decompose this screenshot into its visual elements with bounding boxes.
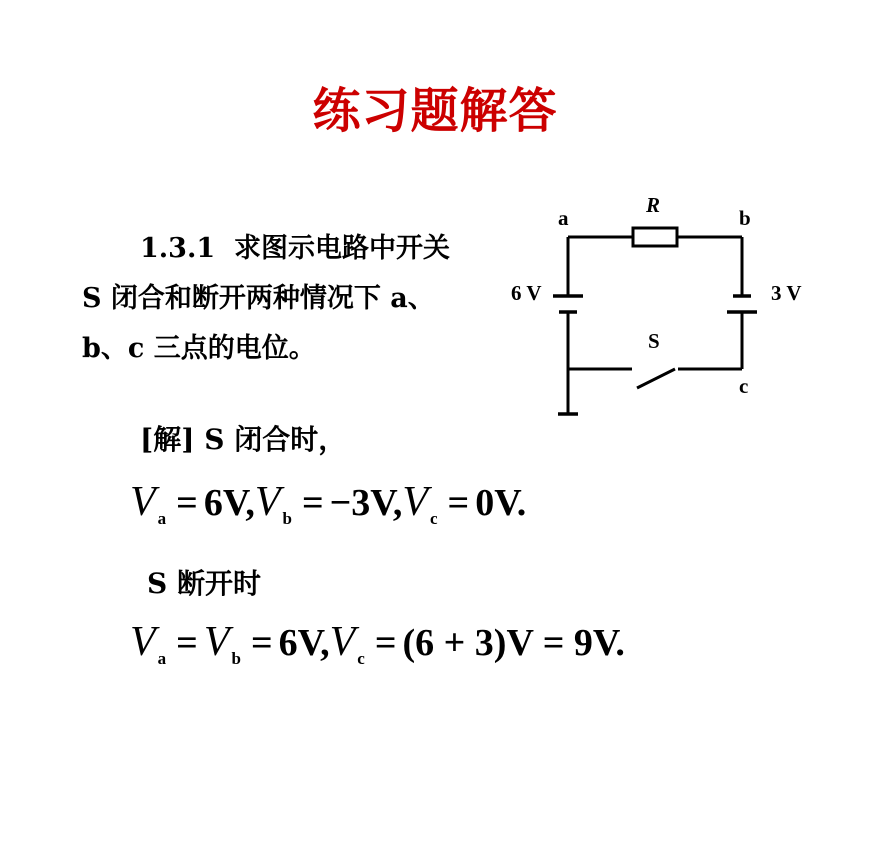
problem-line-1-text: 求图示电路中开关	[233, 233, 450, 264]
source-3v-label: 3 V	[771, 281, 802, 305]
va-closed-value: 6V,	[203, 482, 255, 524]
equation-switch-closed	[130, 478, 526, 529]
vc-open-value: (6 + 3)V = 9V.	[402, 622, 625, 664]
var-v: V	[130, 619, 156, 665]
switch-blade	[637, 369, 675, 388]
vab-open-value: 6V,	[278, 622, 330, 664]
var-v: V	[329, 619, 356, 665]
solution-open-heading: S 断开时	[147, 567, 261, 600]
sub-c: c	[357, 649, 365, 669]
var-v: V	[402, 479, 428, 525]
sub-c: c	[430, 509, 438, 529]
vb-closed-value: −3V,	[329, 482, 403, 524]
problem-line-2: S 闭合和断开两种情况下 a、	[82, 283, 435, 314]
switch-label: S	[648, 329, 660, 353]
source-6v-label: 6 V	[511, 281, 542, 305]
equation-switch-open	[130, 618, 625, 669]
page-title: 练习题解答	[312, 83, 558, 139]
var-v: V	[254, 479, 281, 525]
equals-sign: =	[374, 622, 397, 664]
equals-sign: =	[447, 482, 470, 524]
var-v: V	[203, 619, 230, 665]
problem-line-3: b、c 三点的电位。	[82, 333, 316, 364]
var-v: V	[130, 479, 156, 525]
equals-sign: =	[176, 482, 198, 524]
node-b-label: b	[739, 206, 751, 230]
solution-closed-heading: [解] S 闭合时，	[140, 423, 347, 456]
sub-a: a	[157, 509, 167, 529]
equals-sign: =	[301, 482, 324, 524]
vc-closed-value: 0V.	[475, 482, 527, 524]
node-a-label: a	[558, 206, 569, 230]
resistor-body	[633, 228, 677, 246]
resistor-label: R	[646, 193, 661, 217]
sub-b: b	[282, 509, 292, 529]
problem-number: 1.3.1	[140, 233, 216, 264]
node-c-label: c	[739, 374, 749, 398]
equals-sign: =	[250, 622, 273, 664]
sub-a: a	[157, 649, 167, 669]
equals-sign: =	[176, 622, 198, 664]
sub-b: b	[231, 649, 241, 669]
